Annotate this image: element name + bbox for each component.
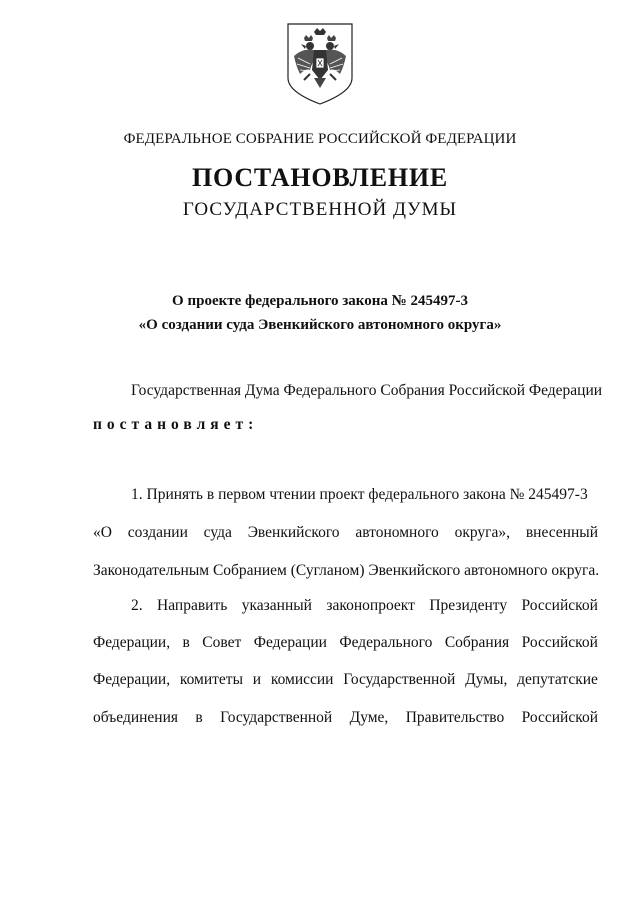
word: объединения xyxy=(93,709,179,726)
word: указанный xyxy=(241,597,312,614)
paragraph-2-line-2 xyxy=(93,632,598,654)
word: округа», xyxy=(454,524,511,541)
word: Эвенкийского xyxy=(247,524,340,541)
word: внесенный xyxy=(525,524,598,541)
word: депутатские xyxy=(517,671,598,688)
word: в xyxy=(182,634,190,651)
word: Государственной xyxy=(220,709,333,726)
word: Президенту xyxy=(429,597,508,614)
word: Думы, xyxy=(465,671,508,688)
word: Российской xyxy=(521,634,598,651)
word: Федерации, xyxy=(93,634,171,651)
paragraph-1-line-3: Законодательным Собранием (Сугланом) Эвенкийского автономного округа. xyxy=(93,562,600,579)
word: комиссии xyxy=(270,671,334,688)
word: автономного xyxy=(355,524,439,541)
word: Российской xyxy=(521,597,598,614)
word: Собрания xyxy=(444,634,510,651)
paragraph-2-line-1 xyxy=(131,595,598,617)
state-emblem xyxy=(284,22,356,106)
preamble-intro: Государственная Дума Федерального Собрания Российской Федерации xyxy=(131,382,603,399)
word: создании xyxy=(127,524,188,541)
word: и xyxy=(252,671,262,688)
word: Российской xyxy=(521,709,598,726)
subject-line-2: «О создании суда Эвенкийского автономного округа» xyxy=(138,317,502,333)
word: Государственной xyxy=(343,671,456,688)
word: «О xyxy=(93,524,112,541)
word: в xyxy=(195,709,203,726)
paragraph-1-line-2 xyxy=(93,522,598,544)
word: Направить xyxy=(157,597,228,614)
decree-word: постановляет: xyxy=(93,416,259,433)
word: Федерального xyxy=(339,634,433,651)
word: Совет xyxy=(202,634,242,651)
word: Правительство xyxy=(405,709,505,726)
parliament-name: ФЕДЕРАЛЬНОЕ СОБРАНИЕ РОССИЙСКОЙ ФЕДЕРАЦИИ xyxy=(123,131,517,147)
issuing-body: ГОСУДАРСТВЕННОЙ ДУМЫ xyxy=(182,199,458,220)
word: Думе, xyxy=(349,709,389,726)
document-subject xyxy=(0,289,640,337)
paragraph-2-line-3 xyxy=(93,669,598,691)
word: Федерации, xyxy=(93,671,171,688)
paragraph-1-line-1: 1. Принять в первом чтении проект федерального закона № 245497-3 xyxy=(131,486,588,503)
double-headed-eagle-icon xyxy=(284,22,356,106)
word: Федерации xyxy=(253,634,327,651)
word: комитеты xyxy=(179,671,243,688)
subject-line-1: О проекте федерального закона № 245497-3 xyxy=(172,293,468,309)
word: суда xyxy=(203,524,232,541)
paragraph-2-line-4 xyxy=(93,707,598,729)
word: законопроект xyxy=(326,597,415,614)
word: 2. xyxy=(131,597,143,614)
document-type-title: ПОСТАНОВЛЕНИЕ xyxy=(191,163,449,192)
